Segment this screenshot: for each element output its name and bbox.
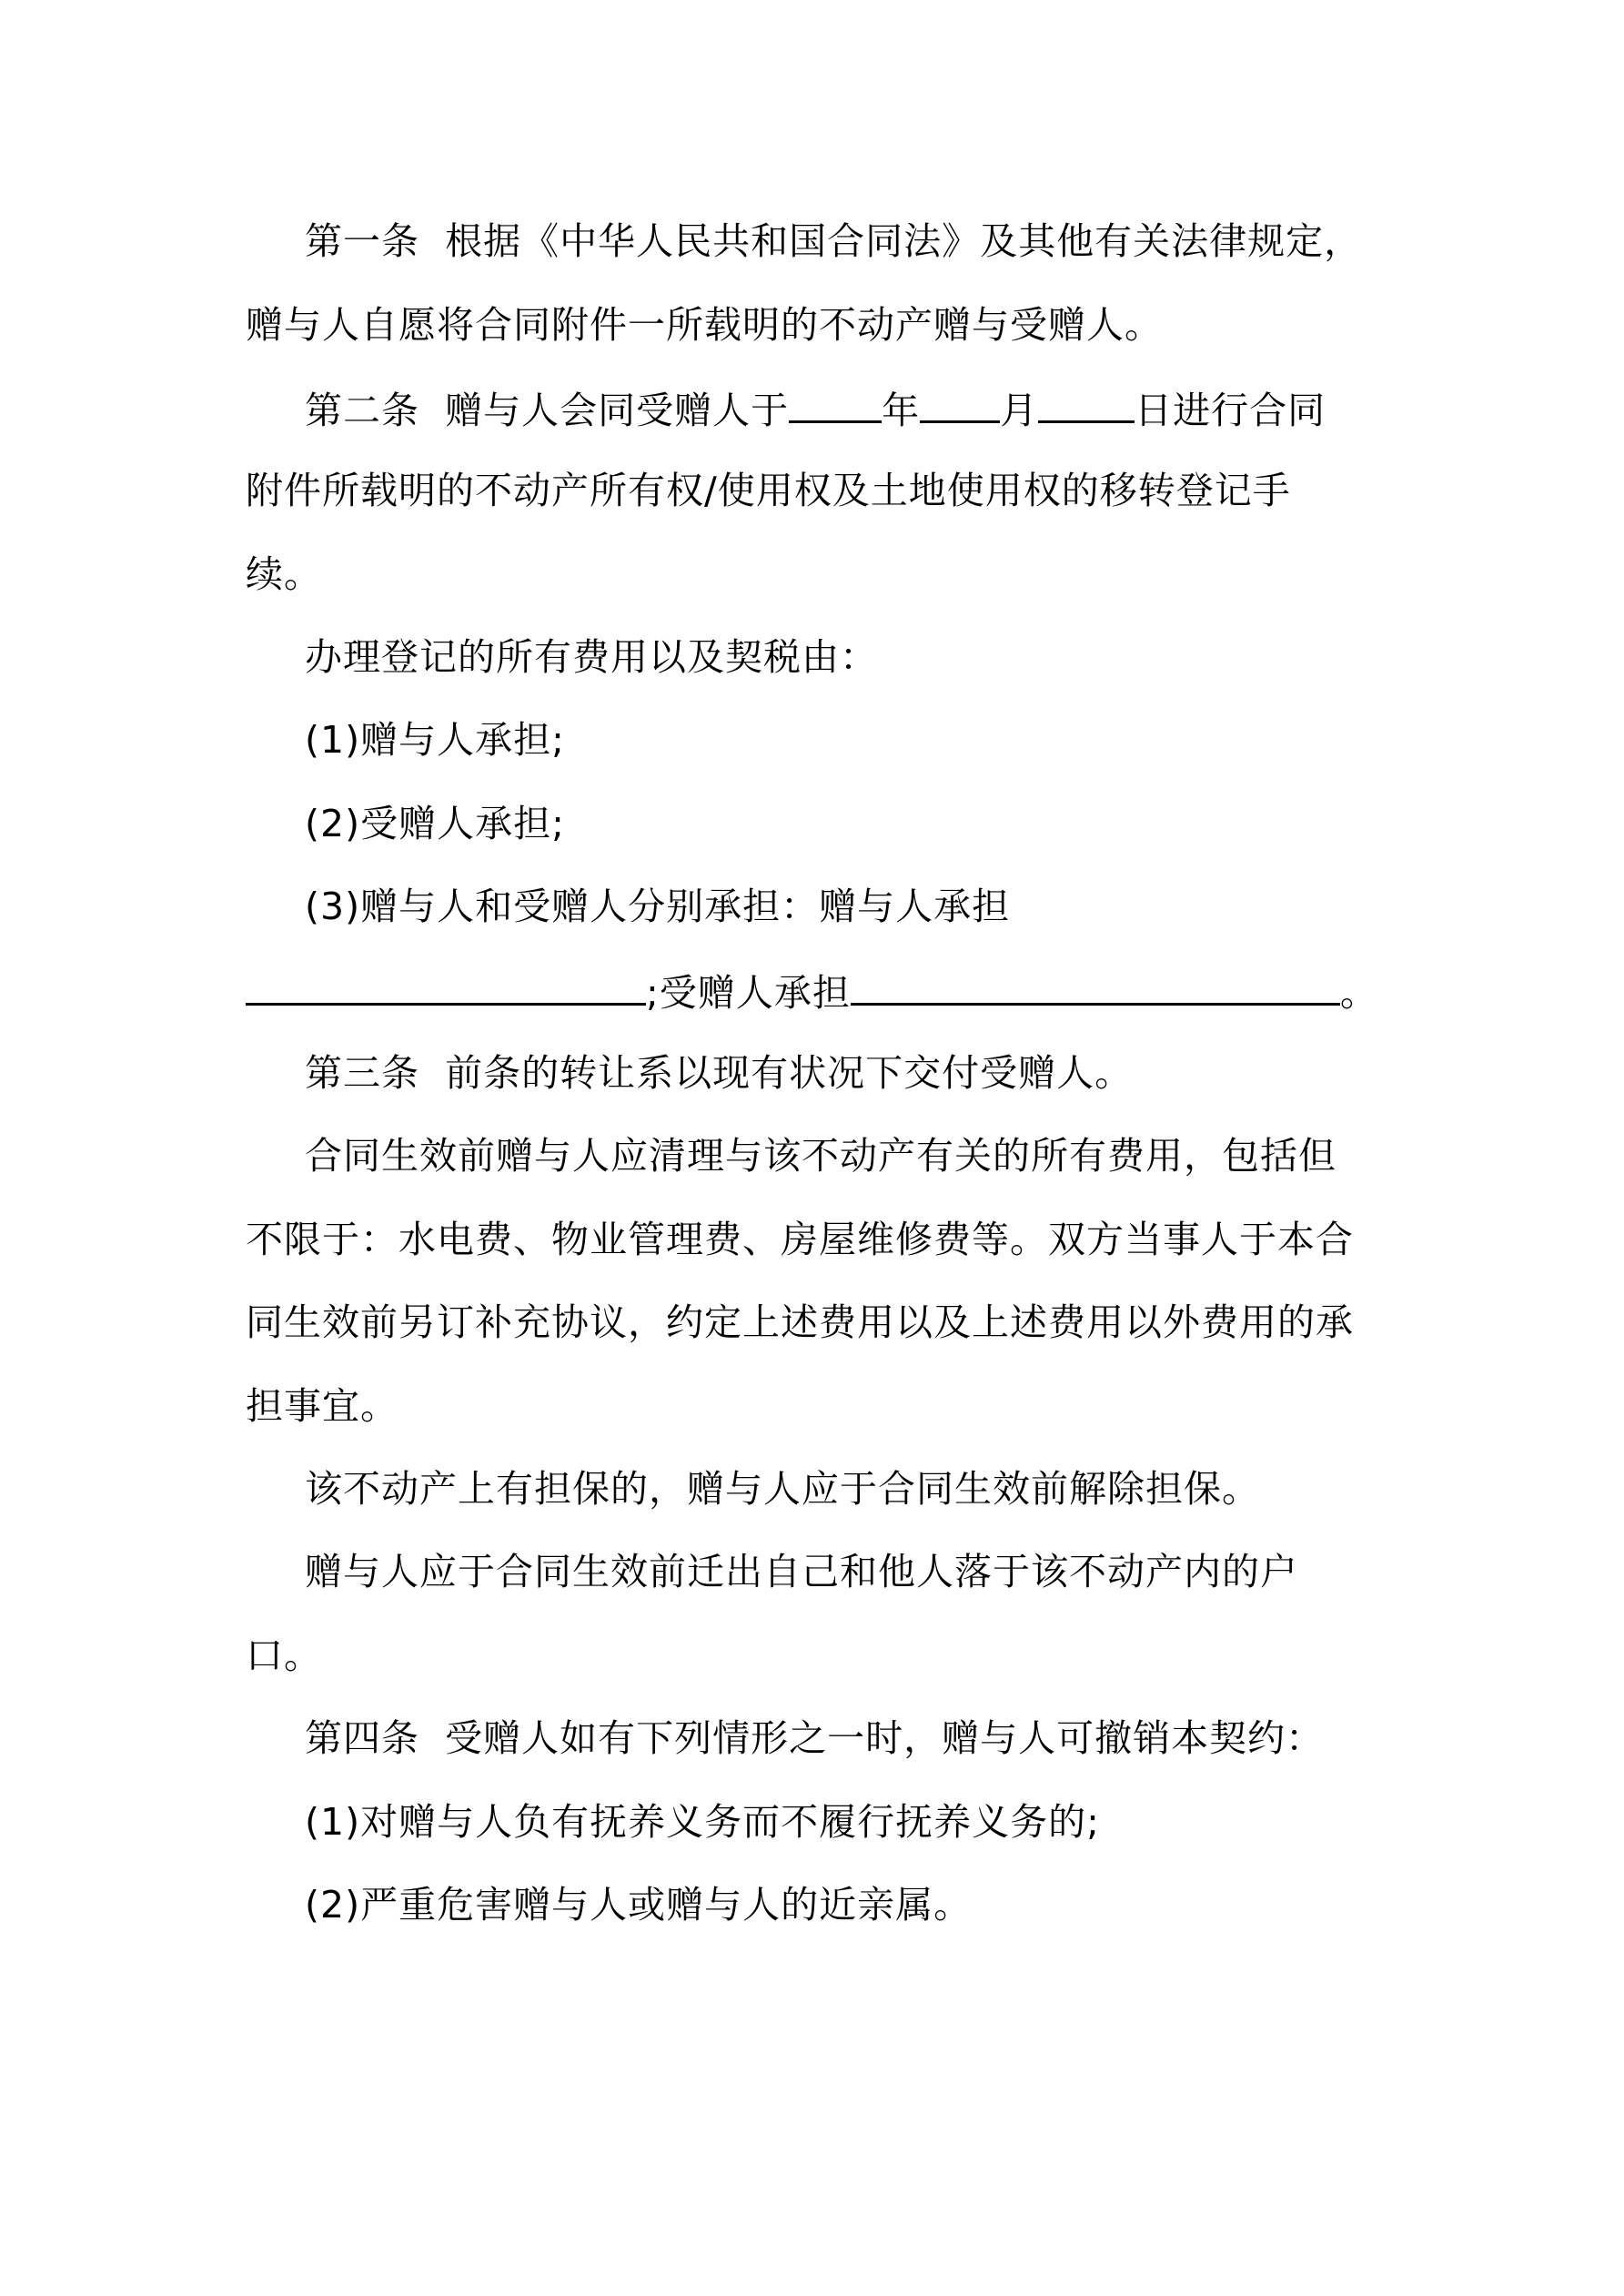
day-blank [1038, 380, 1135, 423]
article-3-line-1: 第三条 前条的转让系以现有状况下交付受赠人。 [305, 1051, 1134, 1095]
month-blank [920, 380, 1000, 423]
fee-option-1: (1)赠与人承担; [305, 718, 565, 762]
fee-split-end: 。 [1339, 971, 1378, 1015]
year-label: 年 [882, 389, 921, 432]
article-2-line-1 [305, 380, 1419, 435]
mortgage-line: 该不动产上有担保的，赠与人应于合同生效前解除担保。 [305, 1467, 1260, 1511]
article-1-line-1: 第一条 根据《中华人民共和国合同法》及其他有关法律规定， [305, 219, 1363, 263]
article-4-line-1: 第四条 受赠人如有下列情形之一时，赠与人可撤销本契约： [305, 1716, 1325, 1760]
fee-option-2: (2)受赠人承担; [305, 802, 565, 845]
article-1-line-2: 赠与人自愿将合同附件一所载明的不动产赠与受赠人。 [246, 303, 1163, 347]
fee-split-line [246, 963, 1419, 1017]
fees-heading: 办理登记的所有费用以及契税由： [305, 635, 878, 679]
article-2-prefix: 第二条 赠与人会同受赠人于 [305, 389, 790, 432]
household-line-2: 口。 [246, 1633, 322, 1677]
article-3-paragraph-2-line-4: 担事宜。 [246, 1384, 398, 1428]
year-blank [789, 380, 882, 423]
revocation-item-2: (2)严重危害赠与人或赠与人的近亲属。 [305, 1883, 973, 1927]
donee-share-label: ;受赠人承担 [646, 971, 851, 1015]
month-label: 月 [1000, 389, 1039, 432]
household-line-1: 赠与人应于合同生效前迁出自己和他人落于该不动产内的户 [305, 1550, 1298, 1593]
article-2-line-2: 附件所载明的不动产所有权/使用权及土地使用权的移转登记手 [246, 469, 1291, 512]
donor-share-blank [246, 963, 646, 1006]
article-3-paragraph-2-line-1: 合同生效前赠与人应清理与该不动产有关的所有费用，包括但 [305, 1134, 1337, 1178]
article-3-paragraph-2-line-3: 同生效前另订补充协议，约定上述费用以及上述费用以外费用的承 [246, 1300, 1354, 1344]
day-suffix: 日进行合同 [1135, 389, 1326, 432]
donee-share-blank [851, 963, 1340, 1006]
revocation-item-1: (1)对赠与人负有抚养义务而不履行抚养义务的; [305, 1800, 1100, 1844]
fee-option-3: (3)赠与人和受赠人分别承担：赠与人承担 [305, 885, 1011, 928]
article-3-paragraph-2-line-2: 不限于：水电费、物业管理费、房屋维修费等。双方当事人于本合 [246, 1218, 1354, 1261]
article-2-line-3: 续。 [246, 552, 322, 596]
